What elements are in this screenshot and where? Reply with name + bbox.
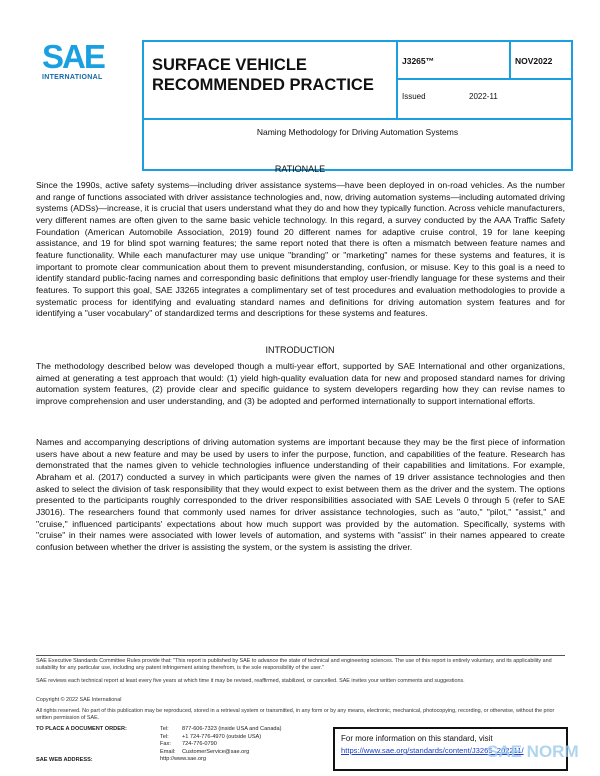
- contact-label: Fax:: [160, 741, 171, 748]
- title-line-2: RECOMMENDED PRACTICE: [152, 76, 374, 94]
- document-header: [142, 40, 573, 171]
- footer-rights: All rights reserved. No part of this publication may be reproduced, stored in a retrieval system or transmitted, in any form or by any means, electronic, mechanical, photocopying, recording, or otherwise, without the prior written permission of SAE.: [36, 708, 555, 722]
- document-number: J3265™: [396, 42, 511, 80]
- sae-logo: [42, 38, 122, 81]
- introduction-heading: INTRODUCTION: [265, 345, 335, 355]
- contact-email[interactable]: [160, 749, 282, 757]
- title-line-1: SURFACE VEHICLE: [152, 56, 307, 74]
- footer-copyright: Copyright © 2022 SAE International: [36, 697, 122, 703]
- contact-fax: [160, 741, 282, 749]
- contact-value: +1 724-776-4970 (outside USA): [182, 733, 262, 740]
- document-subtitle: Naming Methodology for Driving Automation Systems: [256, 127, 459, 137]
- web-address[interactable]: http://www.sae.org: [160, 756, 207, 763]
- contact-label: Tel:: [160, 733, 169, 740]
- sae-norm-watermark: SAE NORM: [487, 742, 579, 761]
- sae-logo-subtext: INTERNATIONAL: [42, 74, 103, 81]
- contact-value: 877-606-7323 (inside USA and Canada): [182, 726, 282, 732]
- rationale-heading: RATIONALE: [274, 164, 326, 174]
- contact-label: Email:: [160, 748, 176, 755]
- email-link[interactable]: CustomerService@sae.org: [182, 748, 250, 755]
- issued-value: 2022-11: [469, 92, 498, 101]
- introduction-paragraph-2: Names and accompanying descriptions of driving automation systems are important because they may be the first piece of information users have about a new feature and may be used by users to infer the purpose, function, and capabilities of the feature. Research has demonstrated that the names given to vehicle technologies influence understanding of their capabilities and limitations. For example, Abraham et al. (2017) conducted a survey in which participants were given the names of 19 driver assistance technologies and then asked to select the division of task responsibility that they would expect to exist between them as the driver and the system. The options presented to the participants roughly corresponded to the driver responsibilities associated with SAE Levels 0 through 5 (refer to SAE J3016). The researchers found that commonly used names for driver assistance technologies, such as "auto," "pilot," "assist," and "cruise," influenced participants' expectations about how much support was provided by the automation. Specifically, systems with "cruise" in their names were associated with lower levels of automation, and systems with "assist" in their names appeared to create confusion between whether the driver is assisting the system, or the system is assisting the driver.: [36, 437, 565, 552]
- footer-rules: SAE Executive Standards Committee Rules provide that: "This report is published by SAE to advance the state of technical and engineering sciences. The use of this report is entirely voluntary, and its applicability and suitability for any particular use, including any patent infringement arising therefrom, is the sole responsibility of the user.": [36, 658, 552, 672]
- issued-cell: [396, 78, 571, 120]
- footer-review: SAE reviews each technical report at least every five years at which time it may be revised, reaffirmed, stabilized, or cancelled. SAE invites your written comments and suggestions.: [36, 678, 465, 684]
- issued-label: Issued: [402, 92, 426, 101]
- rationale-paragraph: Since the 1990s, active safety systems—including driver assistance systems—have been deployed in on-road vehicles. As the number and range of functions associated with driver assistance technologies and, now, driving automation systems—including automated driving systems (ADSs)—increase, it is crucial that users understand what they do and how they typically function. Across vehicle manufacturers, very different names are often given to the same basic vehicle technology. In this regard, a survey conducted by the AAA Traffic Safety Foundation (American Automobile Association, 2019) found 20 different names for adaptive cruise control, 19 for lane keeping assistance, and 19 for blind spot warning features; the same report noted that there is often a mismatch between feature names and feature functionality. While each manufacturer may use unique "branding" or "marketing" names for these systems and features, it is important to promote clear communication about them to prevent misunderstanding, confusion, or misuse. Key to this goal is a need to identify standard public-facing names and corresponding basic definitions that employ user-friendly language for these systems and their features. To support this goal, SAE J3265 integrates a complimentary set of test procedures and evaluation methodologies to provide a systematic process for identifying and evaluating standard names and definitions for driving automation system features and for identifying a "user vocabulary" of standardized terms and descriptions for these systems and features.: [36, 180, 565, 319]
- contact-tel-2: [160, 734, 282, 742]
- introduction-paragraph-1: The methodology described below was developed though a multi-year effort, supported by SAE International and other organizations, aimed at generating a test approach that would: (1) yield high-quality evaluation data for new and proposed standard names for driving automation system features, (2) provide clear and specific guidance to system developers regarding how they can revise names to improve comprehension and user understanding, and (3) be adopted and performed internationally to support international efforts.: [36, 361, 565, 406]
- document-type: [144, 42, 398, 120]
- contact-tel-1: [160, 726, 282, 734]
- web-label: SAE WEB ADDRESS:: [36, 757, 93, 763]
- more-info-text: For more information on this standard, visit: [341, 734, 493, 743]
- contact-list: [160, 726, 282, 764]
- contact-value: 724-776-0790: [182, 741, 217, 748]
- footer-divider: [36, 655, 565, 656]
- order-label: TO PLACE A DOCUMENT ORDER:: [36, 726, 127, 732]
- standard-link[interactable]: https://www.sae.org/standards/content/J3265_202211/: [341, 746, 524, 755]
- sae-logo-text: SAE: [42, 38, 104, 75]
- contact-label: Tel:: [160, 726, 169, 732]
- date-code: NOV2022: [509, 42, 571, 80]
